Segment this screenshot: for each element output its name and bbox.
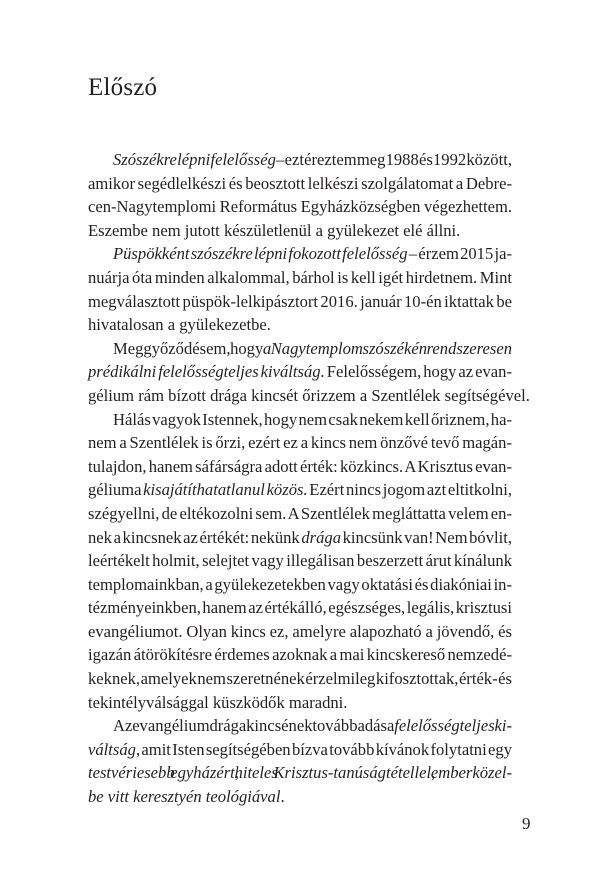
- text-line: [88, 620, 512, 644]
- text-segment: tekintélyválsággal küszködők maradni.: [88, 692, 348, 712]
- text-line: [88, 313, 512, 337]
- text-segment: gélium rám bízott drága kincsét őrizzem a Szentlélek segítségével.: [88, 385, 530, 405]
- italic-text: drága: [301, 527, 341, 547]
- text-line: [88, 337, 512, 361]
- paragraph: [88, 148, 512, 242]
- text-line: [88, 290, 512, 314]
- text-segment: keknek, amelyek nem szeretnének érzelmileg kifosztottak, érték- és: [88, 669, 512, 689]
- text-line: [88, 219, 512, 243]
- text-line: [88, 761, 512, 785]
- text-line: [88, 502, 512, 526]
- text-line: [88, 738, 512, 762]
- text-line: [88, 242, 512, 266]
- text-line: [88, 667, 512, 691]
- text-line: [88, 573, 512, 597]
- text-line: [88, 148, 512, 172]
- text-line: [88, 195, 512, 219]
- text-segment: evangéliumot. Olyan kincs ez, amelyre alapozható a jövendő, és: [88, 621, 512, 641]
- text-line: [88, 408, 512, 432]
- text-segment: szégyellni, de eltékozolni sem. A Szentlélek megláttatta velem en-: [88, 503, 512, 523]
- paragraph: [88, 242, 512, 336]
- italic-text: felelősségteljes ki-: [394, 716, 513, 736]
- paragraph: [88, 408, 512, 715]
- text-segment: nek a kincsnek az értékét: nekünk: [88, 527, 302, 547]
- text-segment: Eszembe nem jutott készületlenül a gyülekezet elé állni.: [88, 220, 461, 240]
- text-segment: hivatalosan a gyülekezetbe.: [88, 315, 271, 335]
- text-segment: megválasztott püspök-lelkipásztort 2016. január 10-én iktattak be: [88, 291, 512, 311]
- italic-text: kisajátíthatatlanul közös.: [143, 480, 308, 500]
- text-segment: kincsünk van! Nem bóvlit,: [341, 527, 512, 547]
- italic-text: Szószékre lépni felelősség: [113, 150, 276, 169]
- italic-text: Püspökként szószékre lépni fokozott felelősség: [113, 244, 408, 264]
- text-line: [88, 384, 530, 408]
- text-segment: tézményeinkben, hanem az értékálló, egészséges, legális, krisztusi: [88, 598, 512, 618]
- text-segment: géliuma: [88, 480, 144, 500]
- text-line: [88, 526, 512, 550]
- text-line: [88, 714, 512, 738]
- text-line: [88, 691, 512, 715]
- chapter-title: Előszó: [88, 74, 158, 101]
- italic-text: prédikálni felelősségteljes kiváltság.: [88, 362, 325, 382]
- text-segment: , amit Isten segítségében bízva tovább kívánok folytatni egy: [135, 739, 512, 759]
- text-line: [88, 643, 512, 667]
- text-segment: leértékelt holmit, selejtet vagy illegálisan beszerzett árut kínálunk: [88, 551, 512, 571]
- text-line: [88, 785, 512, 809]
- text-segment: igazán átörökítésre érdemes azoknak a mai kincskereső nemzedé-: [88, 645, 512, 665]
- text-segment: cen-Nagytemplomi Református Egyházközségben végezhettem.: [88, 197, 512, 217]
- text-segment: tulajdon, hanem sáfárságra adott érték: közkincs. A Krisztus evan-: [88, 456, 512, 476]
- text-segment: nuárja óta minden alkalommal, bárhol is kell igét hirdetnem. Mint: [88, 267, 512, 287]
- text-segment: Meggyőződésem, hogy: [113, 338, 263, 358]
- text-segment: .: [280, 787, 285, 807]
- text-line: [88, 596, 512, 620]
- text-line: [88, 360, 512, 384]
- body-text: [88, 148, 530, 809]
- text-line: [88, 431, 512, 455]
- text-segment: amikor segédlelkészi és beosztott lelkészi szolgálatomat a Debre-: [88, 173, 512, 193]
- text-segment: – ezt éreztem meg 1988 és 1992 között,: [275, 150, 512, 169]
- italic-text: váltság: [88, 739, 136, 759]
- text-line: [88, 455, 512, 479]
- text-segment: templomainkban, a gyülekezetekben vagy oktatási és diakóniai in-: [88, 574, 512, 594]
- italic-text: a Nagytemplom szószékén rendszeresen: [262, 338, 512, 358]
- text-line: [88, 172, 512, 196]
- text-line: [88, 549, 512, 573]
- page-number: 9: [522, 814, 531, 833]
- text-line: [88, 266, 512, 290]
- text-segment: Hálás vagyok Istennek, hogy nem csak nekem kell őriznem, ha-: [113, 409, 512, 429]
- italic-text: testvériesebb egyházért, hiteles Krisztus-tanúságtétellel, emberközel-: [88, 763, 512, 783]
- text-segment: Felelősségem, hogy az evan-: [324, 362, 512, 382]
- italic-text: be vitt keresztyén teológiával: [88, 787, 281, 807]
- text-segment: nem a Szentlélek is őrzi, ezért ez a kincs nem önzővé tevő magán-: [88, 433, 512, 453]
- text-line: [88, 478, 512, 502]
- text-segment: Ezért nincs jogom azt eltitkolni,: [307, 480, 512, 500]
- paragraph: [88, 714, 512, 808]
- paragraph: [88, 337, 530, 408]
- text-segment: – érzem 2015 ja-: [407, 244, 512, 264]
- text-segment: Az evangélium drága kincsének továbbadása: [113, 716, 395, 736]
